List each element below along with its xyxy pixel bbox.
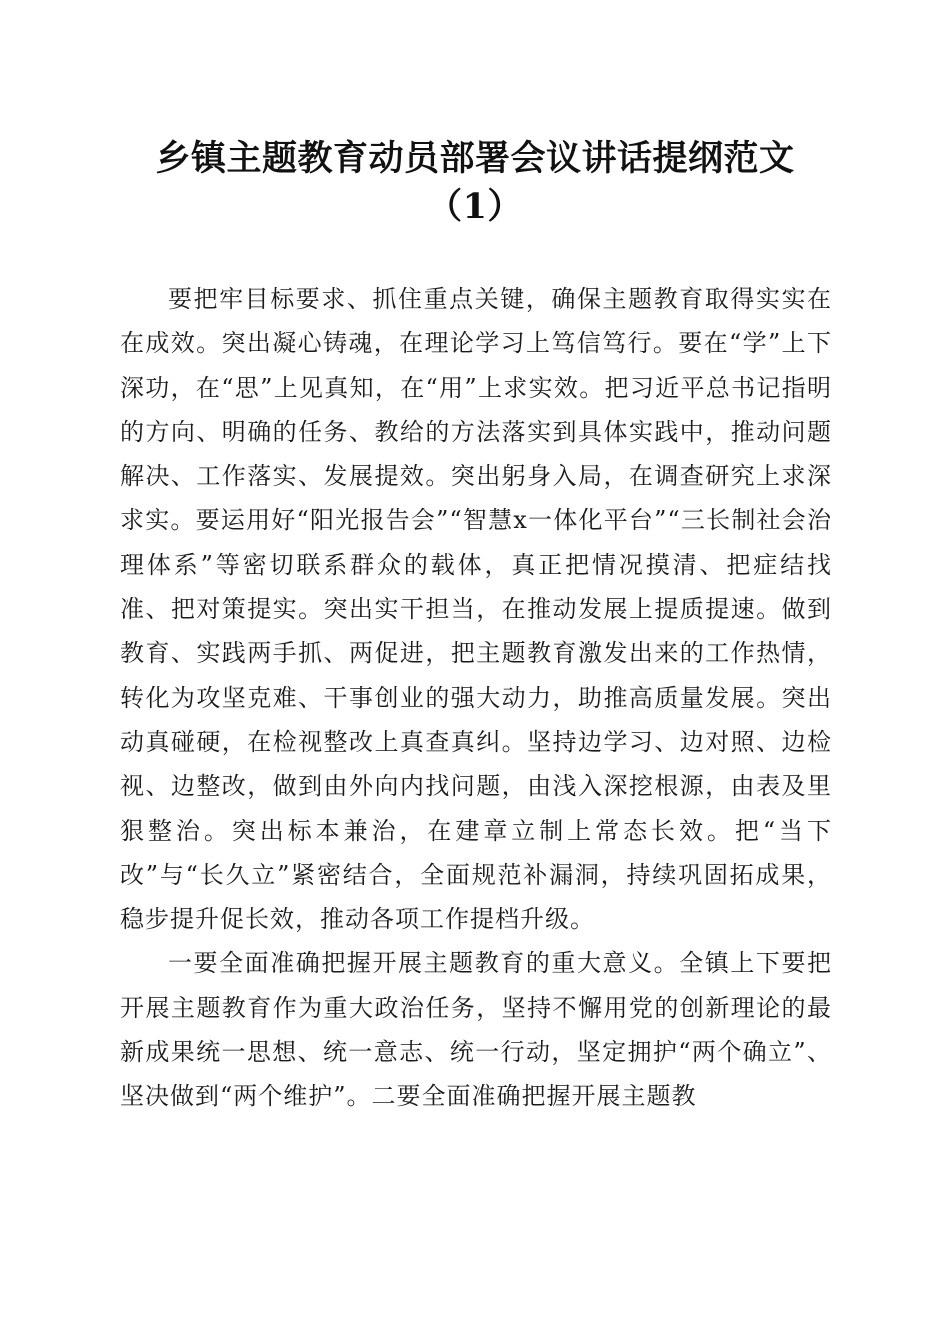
title-line-main: 乡镇主题教育动员部署会议讲话提纲范文 [155,138,795,179]
paragraph-2: 一要全面准确把握开展主题教育的重大意义。全镇上下要把开展主题教育作为重大政治任务，坚持不懈用党的创新理论的最新成果统一思想、统一意志、统一行动，坚定拥护“两个确立”、坚决做到“两个维护”。二要全面准确把握开展主题教 [120,949,832,1111]
title-line-number: （1） [427,186,523,227]
document-body [120,277,832,1119]
document-title [0,135,950,231]
paragraph-1: 要把牢目标要求、抓住重点关键，确保主题教育取得实实在在成效。突出凝心铸魂，在理论学习上笃信笃行。要在“学”上下深功，在“思”上见真知，在“用”上求实效。把习近平总书记指明的方向、明确的任务、教给的方法落实到具体实践中，推动问题解决、工作落实、发展提效。突出躬身入局，在调查研究上求深求实。要运用好“阳光报告会”“智慧x一体化平台”“三长制社会治理体系”等密切联系群众的载体，真正把情况摸清、把症结找准、把对策提实。突出实干担当，在推动发展上提质提速。做到教育、实践两手抓、两促进，把主题教育激发出来的工作热情，转化为攻坚克难、干事创业的强大动力，助推高质量发展。突出动真碰硬，在检视整改上真查真纠。坚持边学习、边对照、边检视、边整改，做到由外向内找问题，由浅入深挖根源，由表及里狠整治。突出标本兼治，在建章立制上常态长效。把“当下改”与“长久立”紧密结合，全面规范补漏洞，持续巩固拓成果，稳步提升促长效，推动各项工作提档升级。 [120,285,832,934]
